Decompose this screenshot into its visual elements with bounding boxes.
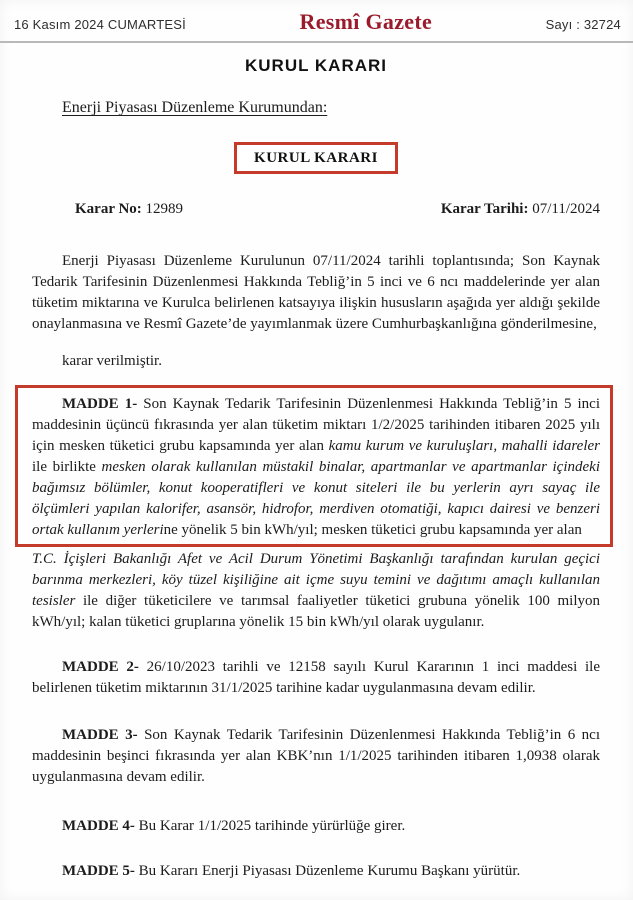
decision-number-value: 12989	[145, 201, 184, 217]
decision-number-label: Karar No:	[75, 201, 142, 217]
decree-title-box-wrap	[32, 142, 600, 174]
decision-meta-row	[32, 201, 600, 218]
masthead	[0, 0, 633, 39]
masthead-date: 16 Kasım 2024 CUMARTESİ	[14, 17, 186, 32]
article-2: MADDE 2- 26/10/2023 tarihli ve 12158 sayılı Kurul Kararının 1 inci maddesi ile belirlenen tüketim miktarının 31/1/2025 tarihine kadar uygulanmasına devam edilir.	[32, 659, 600, 696]
decree-heading: KURUL KARARI	[244, 56, 387, 75]
masthead-divider	[0, 41, 633, 43]
decision-number	[75, 201, 183, 218]
decision-date	[441, 201, 600, 218]
article-4: MADDE 4- Bu Karar 1/1/2025 tarihinde yürürlüğe girer.	[62, 818, 406, 834]
gazette-title: Resmî Gazete	[299, 9, 433, 34]
decision-date-value: 07/11/2024	[532, 201, 600, 217]
article-1-boxed-text: MADDE 1- Son Kaynak Tedarik Tarifesinin Düzenlenmesi Hakkında Tebliğ’in 5 inci maddesinin üçüncü fıkrasında yer alan tüketim miktarı 1/2/2025 tarihinden itibaren 2025 yılı için mesken tüketici grubu kapsamında yer alan kamu kurum ve kuruluşları, mahalli idareler ile birlikte mesken olarak kullanılan müstakil binalar, apartmanlar ve apartmanlar içindeki bağımsız bölümler, konut kooperatifleri ve konut siteleri ile bu yerlerin ayrı sayaç ile ölçümleri yapılan kalorifer, asansör, hidrofor, merdiven otomatiği, kapıcı dairesi ve benzeri ortak kullanım yerlerine yönelik 5 bin kWh/yıl; mesken tüketici grubu kapsamında yer alan	[32, 396, 601, 538]
article-1-continuation: T.C. İçişleri Bakanlığı Afet ve Acil Durum Yönetimi Başkanlığı tarafından kurulan geçici barınma merkezleri, köy tüzel kişiliğine ait içme suyu temini ve dağıtımı amaçlı kullanılan tesisler ile diğer tüketicilere ve tarımsal faaliyetler tüketici grubuna yönelik 100 milyon kWh/yıl; kalan tüketici gruplarına yönelik 15 bin kWh/yıl olarak uygulanır.	[32, 551, 600, 630]
article-1-highlight-box	[15, 385, 613, 547]
article-5: MADDE 5- Bu Kararı Enerji Piyasası Düzenleme Kurumu Başkanı yürütür.	[62, 863, 521, 879]
intro-paragraph: Enerji Piyasası Düzenleme Kurulunun 07/11/2024 tarihli toplantısında; Son Kaynak Tedarik Tarifesinin Düzenlenmesi Hakkında Tebliğ’in 5 inci ve 6 ncı maddelerinde yer alan tüketim miktarına ve Kurulca belirlenen katsayıya ilişkin hususların aşağıda yer aldığı şekilde onaylanmasına ve Resmî Gazete’de yayımlanmak üzere Cumhurbaşkanlığına gönderilmesine,	[32, 253, 600, 332]
decree-title-box: KURUL KARARI	[234, 142, 398, 174]
document-body	[32, 56, 600, 882]
resolution-line: karar verilmiştir.	[62, 353, 162, 369]
issuing-authority: Enerji Piyasası Düzenleme Kurumundan:	[62, 99, 328, 116]
article-3: MADDE 3- Son Kaynak Tedarik Tarifesinin Düzenlenmesi Hakkında Tebliğ’in 6 ncı maddesinin beşinci fıkrasında yer alan KBK’nın 1/1/2025 tarihinden itibaren 1,0938 olarak uygulanmasına devam edilir.	[32, 727, 600, 785]
decision-date-label: Karar Tarihi:	[440, 201, 529, 217]
issue-number: Sayı : 32724	[545, 17, 621, 32]
